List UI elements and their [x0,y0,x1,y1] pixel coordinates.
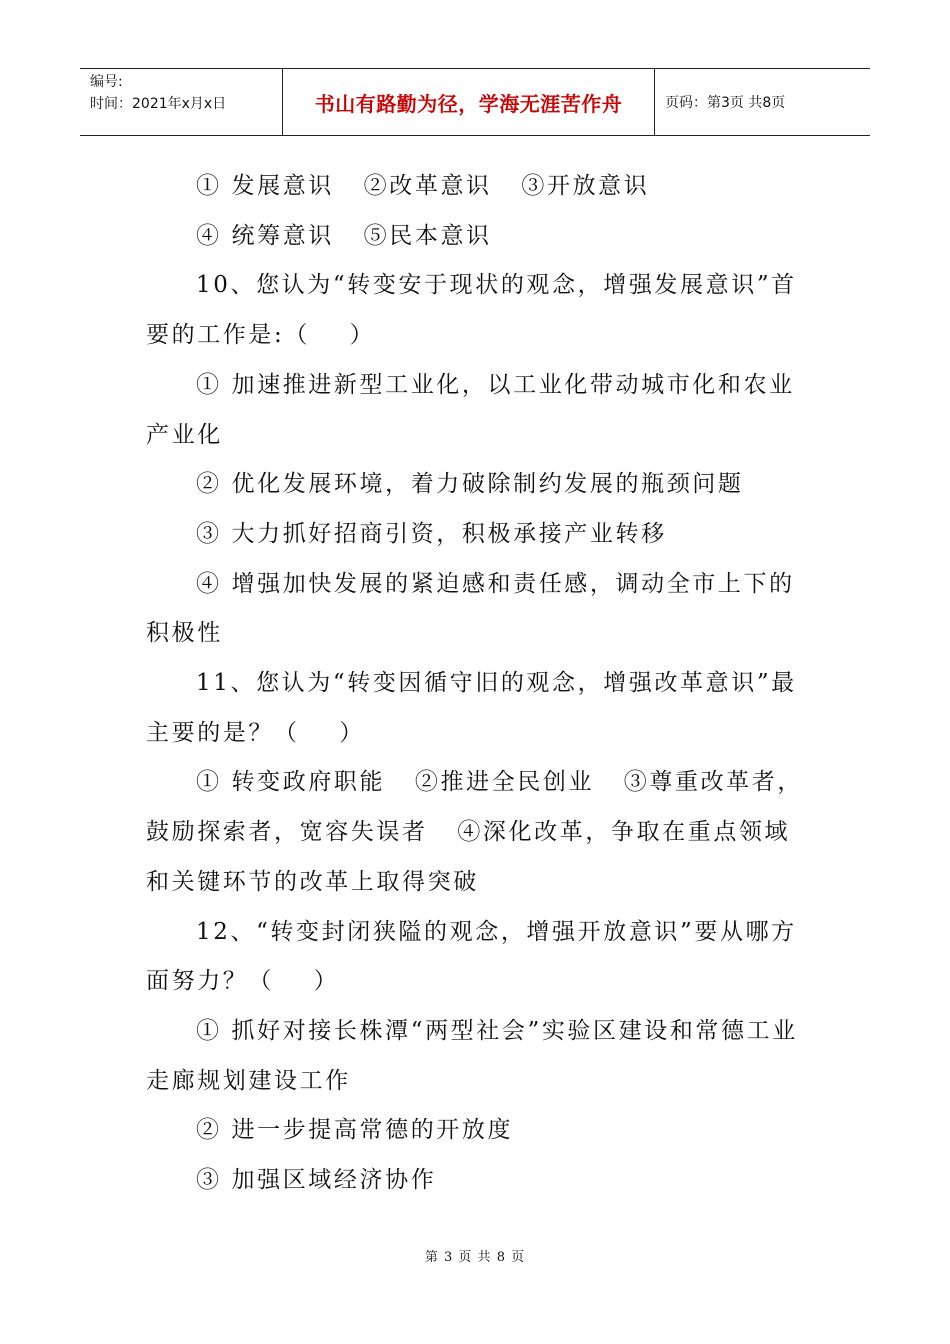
document-body [146,162,811,1206]
header-motto-cell [283,69,655,135]
motto-text: 书山有路勤为径，学海无涯苦作舟 [314,91,623,116]
question-10: 10、您认为“转变安于现状的观念，增强发展意识”首要的工作是:（ ） [146,272,797,349]
time-label: 时间：2021年x月x日 [90,96,227,112]
paragraph: ④ 增强加快发展的紧迫感和责任感，调动全市上下的积极性 [146,570,795,647]
paragraph: ① 加速推进新型工业化，以工业化带动城市化和农业产业化 [146,371,795,448]
paragraph: ④ 统筹意识 ⑤民本意识 [196,222,492,249]
paragraph: ① 转变政府职能 ②推进全民创业 ③尊重改革者，鼓励探索者，宽容失误者 ④深化改革，争取在重点领域和关键环节的改革上取得突破 [146,769,803,895]
header-meta-cell [80,69,283,135]
page-code: 页码：第3页 共8页 [665,95,786,111]
paragraph: ③ 加强区域经济协作 [196,1167,437,1194]
page-footer: 第 3 页 共 8 页 [424,1250,526,1265]
paragraph: ② 优化发展环境，着力破除制约发展的瓶颈问题 [196,471,744,498]
paragraph: ③ 大力抓好招商引资，积极承接产业转移 [196,520,667,547]
paragraph: ① 发展意识 ②改革意识 ③开放意识 [196,173,650,199]
code-label: 编号: [90,74,123,90]
paragraph: ① 抓好对接长株潭“两型社会”实验区建设和常德工业走廊规划建设工作 [146,1017,798,1094]
question-12: 12、“转变封闭狭隘的观念，增强开放意识”要从哪方面努力？（ ） [146,918,797,995]
paragraph: ② 进一步提高常德的开放度 [196,1117,514,1144]
page-header [80,68,870,136]
header-page-cell [655,69,870,135]
question-11: 11、您认为“转变因循守旧的观念，增强改革意识”最主要的是？（ ） [146,670,797,746]
